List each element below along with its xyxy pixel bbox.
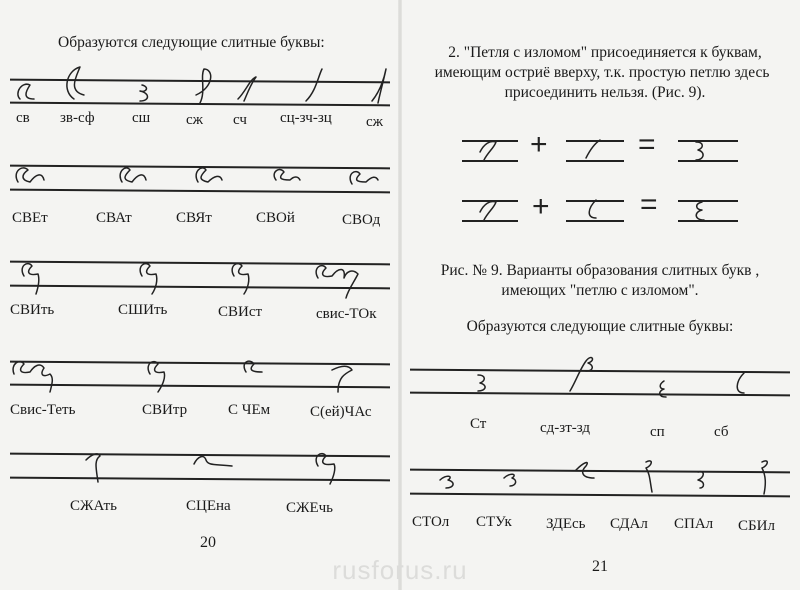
right-heading-2: Образуются следующие слитные буквы:: [466, 318, 734, 335]
watermark: rusforus.ru: [332, 555, 468, 585]
row2-label: СВЕт: [12, 210, 48, 226]
page-number-left: 20: [200, 534, 216, 551]
row2-label: СВЯт: [176, 210, 212, 226]
row4-label: С ЧЕм: [228, 402, 271, 418]
figure-caption-line-2: имеющих "петлю с изломом".: [501, 282, 699, 299]
right-row2-label: СТУк: [476, 514, 512, 530]
equals-sign: =: [638, 128, 656, 161]
row3-label: СВИст: [218, 304, 263, 320]
row1-label: сч: [233, 112, 247, 128]
row4-label: СВИтр: [142, 402, 188, 418]
right-row2-label: СТОл: [412, 514, 450, 530]
right-row1-label: Ст: [470, 416, 487, 432]
right-heading-line-2: имеющим остриё вверху, т.к. простую петлю здесь: [434, 64, 770, 81]
row1-label: зв-сф: [60, 110, 95, 126]
row3-label: свис-ТОк: [316, 306, 377, 322]
row5-label: СЦЕна: [186, 498, 231, 514]
row1-label: св: [16, 110, 30, 126]
row2-label: СВОй: [256, 210, 295, 226]
row5-label: СЖЕчь: [286, 500, 333, 516]
figure-caption-line-1: Рис. № 9. Варианты образования слитных букв ,: [440, 262, 760, 279]
right-heading-line-1: 2. "Петля с изломом" присоединяется к буквам,: [448, 44, 762, 61]
right-row1-label: сб: [714, 424, 729, 440]
row3-label: СВИть: [10, 302, 55, 318]
row1-label: сц-зч-зц: [280, 110, 332, 126]
row1-label: сж: [186, 112, 204, 128]
formula-2-strokes: [400, 190, 800, 230]
right-row1-label: сп: [650, 424, 665, 440]
script-row-3: [0, 250, 400, 310]
row2-label: СВОд: [342, 212, 381, 228]
script-row-1: [0, 55, 400, 115]
equals-sign: =: [640, 188, 658, 221]
row1-label: сж: [366, 114, 384, 130]
script-right-row-2: [400, 452, 800, 512]
right-row2-label: СБИл: [738, 518, 775, 534]
page-number-right: 21: [592, 558, 608, 575]
right-heading-line-3: присоединить нельзя. (Рис. 9).: [504, 84, 706, 101]
right-page: [400, 0, 800, 590]
right-row2-label: ЗДЕсь: [546, 516, 586, 532]
right-row2-label: СПАл: [674, 516, 714, 532]
left-heading: Образуются следующие слитные буквы:: [58, 34, 325, 51]
row4-label: С(ей)ЧАс: [310, 404, 372, 420]
script-row-2: [0, 150, 400, 210]
right-row2-label: СДАл: [610, 516, 648, 532]
plus-sign: +: [530, 128, 548, 161]
script-row-4: [0, 348, 400, 408]
script-right-row-1: [400, 345, 800, 405]
row1-label: сш: [132, 110, 151, 126]
script-row-5: [0, 438, 400, 498]
plus-sign: +: [532, 190, 550, 223]
formula-1-strokes: [400, 130, 800, 170]
row2-label: СВАт: [96, 210, 132, 226]
right-row1-label: сд-зт-зд: [540, 420, 591, 436]
row5-label: СЖАть: [70, 498, 117, 514]
row4-label: Свис-Теть: [10, 402, 76, 418]
row3-label: СШИть: [118, 302, 168, 318]
